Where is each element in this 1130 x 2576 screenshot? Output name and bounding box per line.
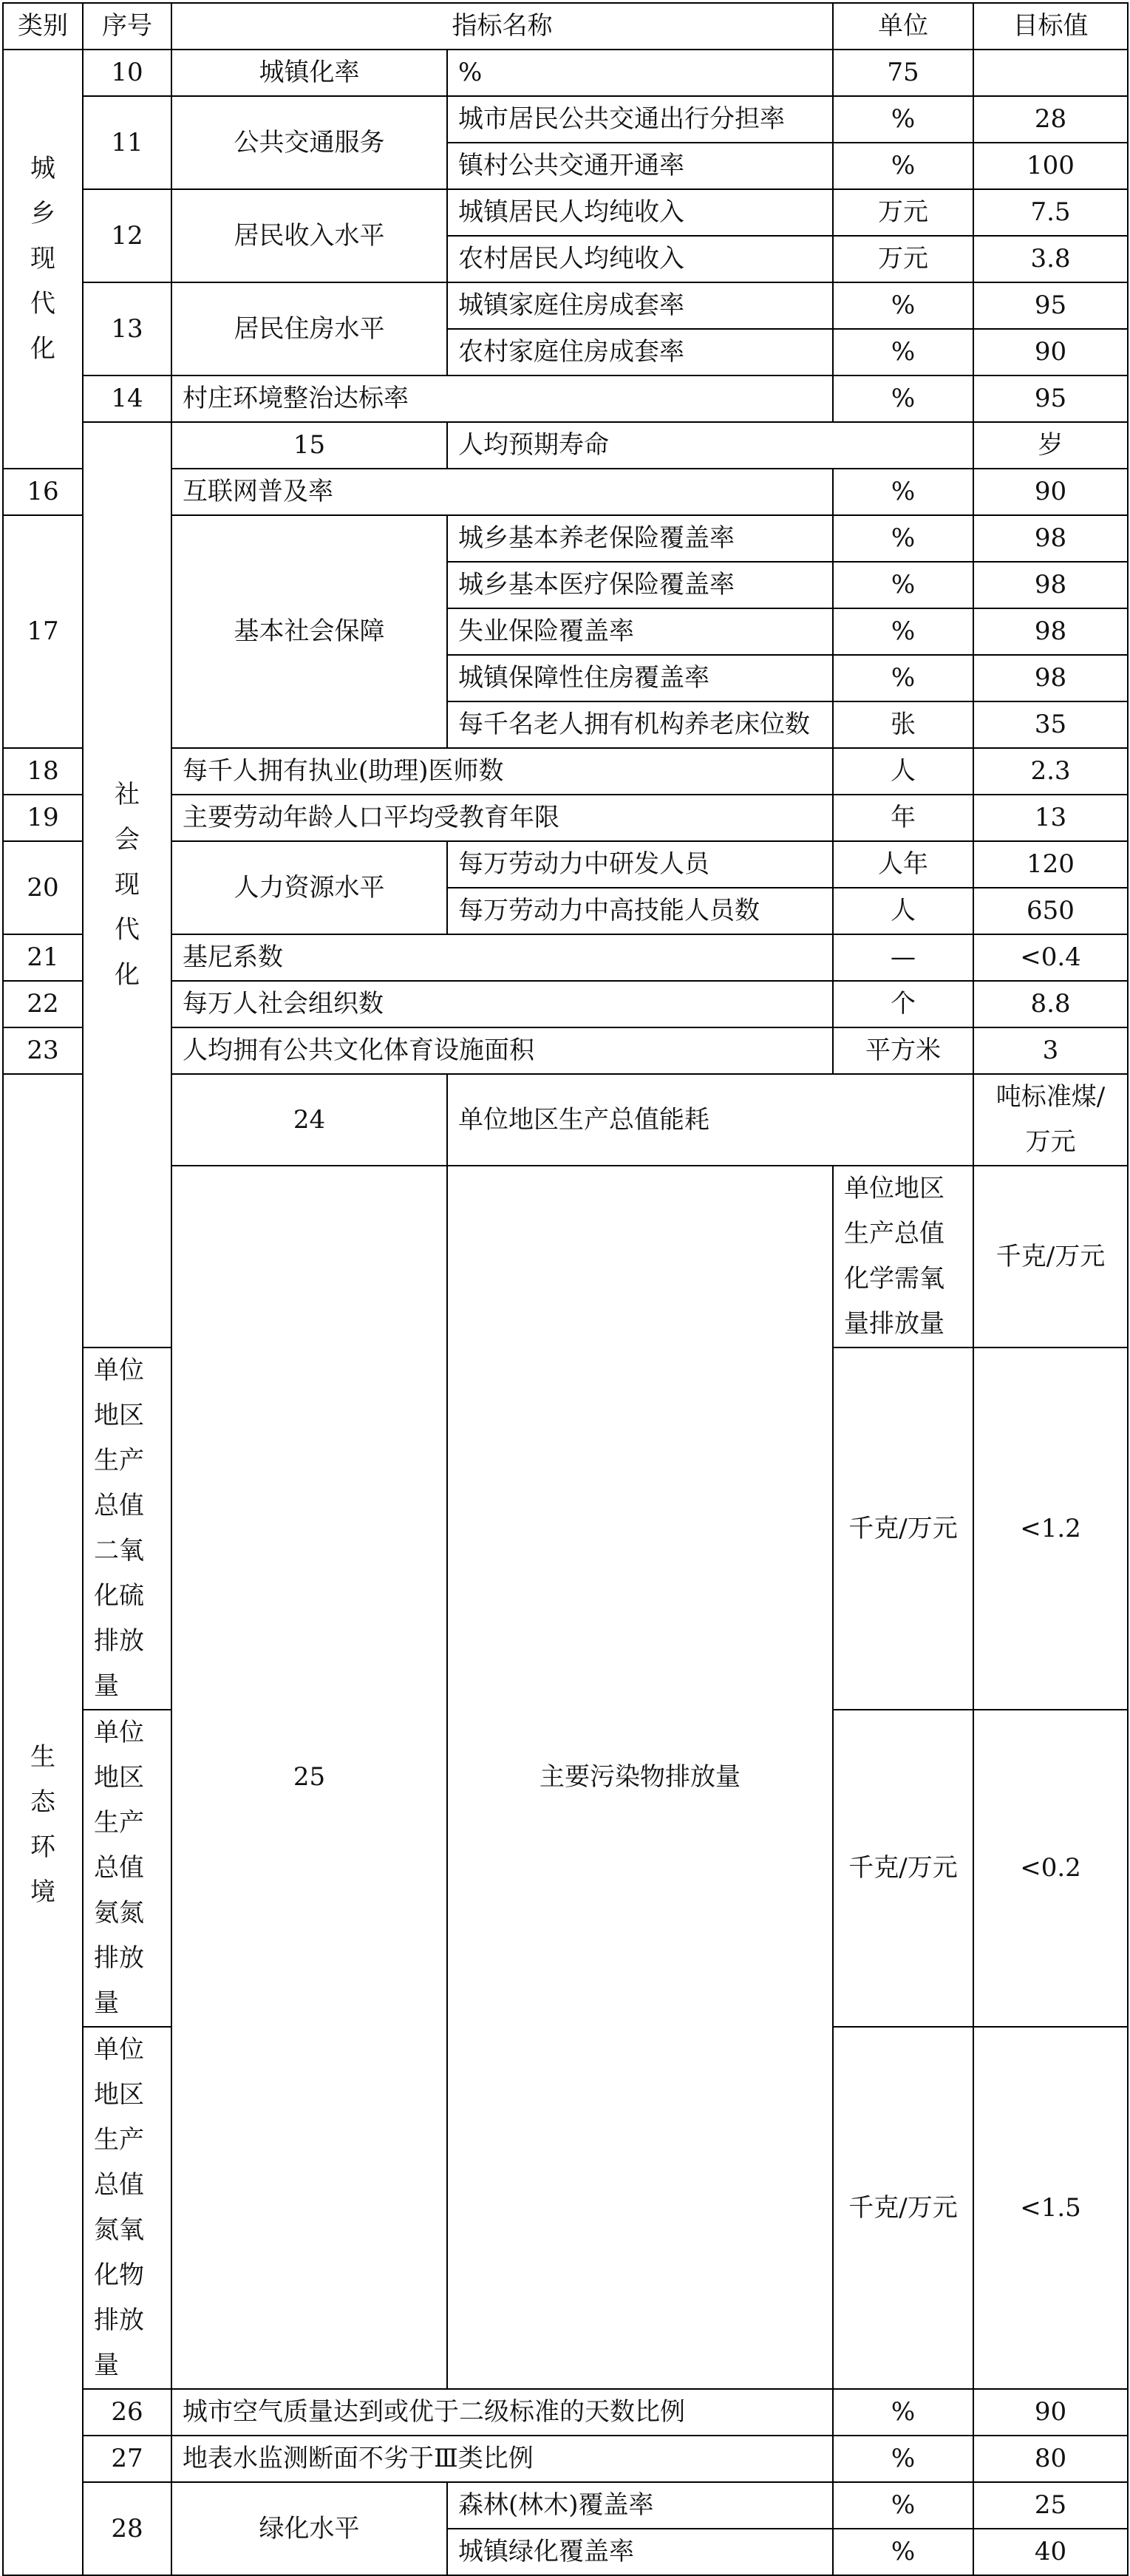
table-row <box>3 748 1128 795</box>
row-no: 15 <box>171 422 447 469</box>
category-cell <box>83 422 171 1348</box>
table-row <box>3 2482 1128 2529</box>
row-no: 27 <box>83 2436 171 2482</box>
indicator-sub: 每万劳动力中高技能人员数 <box>447 888 833 934</box>
indicator-name: 主要劳动年龄人口平均受教育年限 <box>171 795 833 841</box>
unit-cell: 千克/万元 <box>833 1348 973 1710</box>
unit-cell: % <box>833 562 973 608</box>
indicator-sub: 单位地区生产总值化学需氧量排放量 <box>833 1166 973 1348</box>
table-row <box>3 1074 1128 1166</box>
target-cell: 98 <box>973 562 1128 608</box>
row-no: 24 <box>171 1074 447 1166</box>
indicator-sub: 农村家庭住房成套率 <box>447 329 833 375</box>
target-cell: 650 <box>973 888 1128 934</box>
target-cell: 28 <box>973 96 1128 143</box>
table-row <box>3 189 1128 236</box>
indicator-sub: 每千名老人拥有机构养老床位数 <box>447 701 833 748</box>
indicator-table <box>2 2 1129 2576</box>
unit-cell: % <box>833 375 973 422</box>
unit-cell: — <box>833 934 973 981</box>
header-target: 目标值 <box>973 3 1128 50</box>
indicator-name: 互联网普及率 <box>171 469 833 515</box>
unit-cell: 个 <box>833 981 973 1027</box>
header-name: 指标名称 <box>171 3 833 50</box>
unit-cell: % <box>833 143 973 189</box>
indicator-name: 每万人社会组织数 <box>171 981 833 1027</box>
target-cell: 80 <box>973 2436 1128 2482</box>
indicator-sub: 城镇保障性住房覆盖率 <box>447 655 833 701</box>
unit-cell: 吨标准煤/万元 <box>973 1074 1128 1166</box>
unit-cell: % <box>833 608 973 655</box>
unit-cell: 千克/万元 <box>833 1710 973 2027</box>
unit-cell: % <box>833 655 973 701</box>
indicator-name: 公共交通服务 <box>171 96 447 189</box>
row-no: 21 <box>3 934 83 981</box>
target-cell: <1.2 <box>973 1348 1128 1710</box>
target-cell: 90 <box>973 329 1128 375</box>
header-no: 序号 <box>83 3 171 50</box>
target-cell: 98 <box>973 515 1128 562</box>
row-no: 17 <box>3 515 83 748</box>
unit-cell: % <box>833 2389 973 2436</box>
table-row <box>3 934 1128 981</box>
unit-cell: % <box>833 329 973 375</box>
unit-cell: 万元 <box>833 236 973 282</box>
indicator-sub: % <box>447 50 833 96</box>
table-row <box>3 96 1128 143</box>
target-cell: 120 <box>973 841 1128 888</box>
unit-cell: 75 <box>833 50 973 96</box>
target-cell: 25 <box>973 2482 1128 2529</box>
indicator-name: 单位地区生产总值能耗 <box>447 1074 973 1166</box>
target-cell: 35 <box>973 701 1128 748</box>
row-no: 13 <box>83 282 171 375</box>
unit-cell: % <box>833 96 973 143</box>
indicator-sub: 城镇绿化覆盖率 <box>447 2529 833 2575</box>
target-cell: 98 <box>973 655 1128 701</box>
target-cell: 90 <box>973 2389 1128 2436</box>
target-cell: 95 <box>973 282 1128 329</box>
indicator-name: 村庄环境整治达标率 <box>171 375 833 422</box>
row-no: 25 <box>171 1166 447 2389</box>
unit-cell: % <box>833 2529 973 2575</box>
target-cell: 98 <box>973 608 1128 655</box>
table-row <box>3 515 1128 562</box>
unit-cell: 年 <box>833 795 973 841</box>
category-label: 生态环境 <box>30 1741 55 1907</box>
indicator-sub: 镇村公共交通开通率 <box>447 143 833 189</box>
indicator-sub: 城市居民公共交通出行分担率 <box>447 96 833 143</box>
unit-cell: 人 <box>833 748 973 795</box>
indicator-sub: 森林(林木)覆盖率 <box>447 2482 833 2529</box>
indicator-sub: 失业保险覆盖率 <box>447 608 833 655</box>
indicator-name: 人均预期寿命 <box>447 422 973 469</box>
target-cell: <0.2 <box>973 1710 1128 2027</box>
indicator-name: 城镇化率 <box>171 50 447 96</box>
target-cell: 100 <box>973 143 1128 189</box>
row-no: 20 <box>3 841 83 934</box>
unit-cell: % <box>833 469 973 515</box>
indicator-name: 居民住房水平 <box>171 282 447 375</box>
indicator-name: 主要污染物排放量 <box>447 1166 833 2389</box>
unit-cell: 千克/万元 <box>833 2027 973 2389</box>
unit-cell: % <box>833 2482 973 2529</box>
row-no: 18 <box>3 748 83 795</box>
header-category: 类别 <box>3 3 83 50</box>
indicator-name: 基尼系数 <box>171 934 833 981</box>
row-no: 19 <box>3 795 83 841</box>
row-no: 14 <box>83 375 171 422</box>
target-cell: <1.5 <box>973 2027 1128 2389</box>
indicator-sub: 城镇居民人均纯收入 <box>447 189 833 236</box>
target-cell <box>973 50 1128 96</box>
unit-cell: 张 <box>833 701 973 748</box>
indicator-sub: 城乡基本医疗保险覆盖率 <box>447 562 833 608</box>
indicator-sub: 单位地区生产总值氨氮排放量 <box>83 1710 171 2027</box>
indicator-sub: 每万劳动力中研发人员 <box>447 841 833 888</box>
indicator-sub: 城乡基本养老保险覆盖率 <box>447 515 833 562</box>
indicator-name: 人均拥有公共文化体育设施面积 <box>171 1027 833 1074</box>
row-no: 23 <box>3 1027 83 1074</box>
unit-cell: 人年 <box>833 841 973 888</box>
indicator-name: 地表水监测断面不劣于Ⅲ类比例 <box>171 2436 833 2482</box>
unit-cell: 万元 <box>833 189 973 236</box>
target-cell: 3 <box>973 1027 1128 1074</box>
indicator-name: 绿化水平 <box>171 2482 447 2575</box>
row-no: 22 <box>3 981 83 1027</box>
target-cell: 3.8 <box>973 236 1128 282</box>
table-row <box>3 469 1128 515</box>
target-cell: 13 <box>973 795 1128 841</box>
table-row <box>3 1027 1128 1074</box>
category-label: 城乡现代化 <box>30 154 55 364</box>
indicator-name: 城市空气质量达到或优于二级标准的天数比例 <box>171 2389 833 2436</box>
unit-cell: 千克/万元 <box>973 1166 1128 1348</box>
category-cell <box>3 1074 83 2575</box>
table-row <box>3 795 1128 841</box>
indicator-sub: 城镇家庭住房成套率 <box>447 282 833 329</box>
table-row <box>3 50 1128 96</box>
header-unit: 单位 <box>833 3 973 50</box>
table-row <box>3 2389 1128 2436</box>
target-cell: 2.3 <box>973 748 1128 795</box>
header-row <box>3 3 1128 50</box>
target-cell: 90 <box>973 469 1128 515</box>
unit-cell: % <box>833 2436 973 2482</box>
target-cell: 8.8 <box>973 981 1128 1027</box>
row-no: 16 <box>3 469 83 515</box>
table-row <box>3 282 1128 329</box>
indicator-sub: 单位地区生产总值氮氧化物排放量 <box>83 2027 171 2389</box>
indicator-name: 居民收入水平 <box>171 189 447 282</box>
indicator-name: 每千人拥有执业(助理)医师数 <box>171 748 833 795</box>
unit-cell: % <box>833 282 973 329</box>
table-row <box>3 2436 1128 2482</box>
category-cell <box>3 50 83 469</box>
target-cell: 95 <box>973 375 1128 422</box>
row-no: 10 <box>83 50 171 96</box>
indicator-sub: 单位地区生产总值二氧化硫排放量 <box>83 1348 171 1710</box>
unit-cell: 平方米 <box>833 1027 973 1074</box>
table-row <box>3 981 1128 1027</box>
indicator-sub: 农村居民人均纯收入 <box>447 236 833 282</box>
unit-cell: 岁 <box>973 422 1128 469</box>
row-no: 12 <box>83 189 171 282</box>
row-no: 11 <box>83 96 171 189</box>
table-row <box>3 422 1128 469</box>
row-no: 28 <box>83 2482 171 2575</box>
row-no: 26 <box>83 2389 171 2436</box>
target-cell: <0.4 <box>973 934 1128 981</box>
table-row <box>3 841 1128 888</box>
target-cell: 7.5 <box>973 189 1128 236</box>
table-row <box>3 375 1128 422</box>
table-row <box>3 1166 1128 1348</box>
category-label: 社会现代化 <box>115 779 140 990</box>
unit-cell: 人 <box>833 888 973 934</box>
target-cell: 40 <box>973 2529 1128 2575</box>
indicator-name: 人力资源水平 <box>171 841 447 934</box>
indicator-name: 基本社会保障 <box>171 515 447 748</box>
unit-cell: % <box>833 515 973 562</box>
